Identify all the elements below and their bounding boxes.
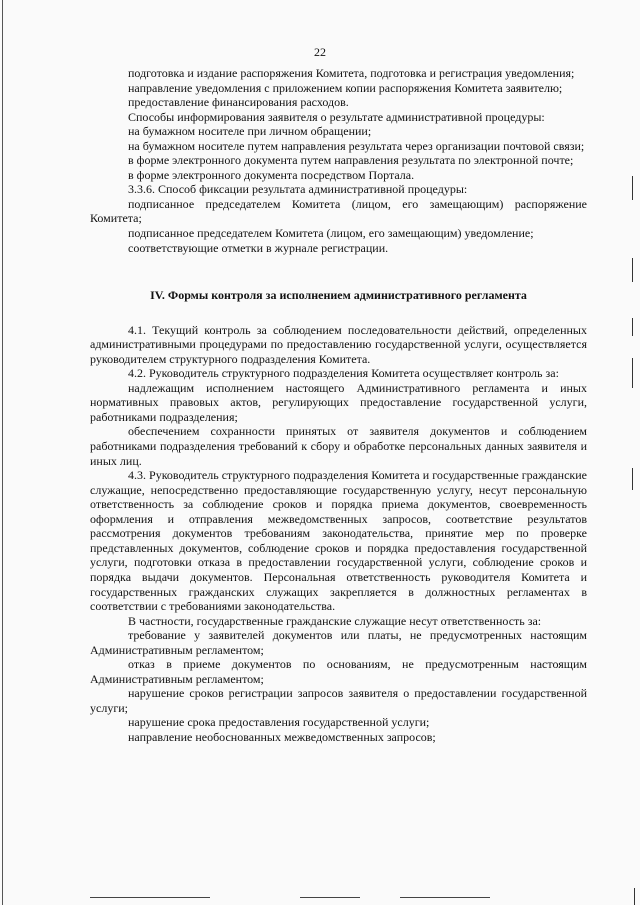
section-heading: IV. Формы контроля за исполнением административного регламента <box>150 288 527 303</box>
paragraph: на бумажном носителе при личном обращении; <box>128 124 372 139</box>
scan-edge-line <box>632 176 633 200</box>
paragraph: в форме электронного документа путем направления результата по электронной почте; <box>128 153 574 168</box>
paragraph: подготовка и издание распоряжения Комитета, подготовка и регистрация уведомления; <box>128 66 575 80</box>
scan-edge-line <box>632 468 633 490</box>
paragraph: Способы информирования заявителя о результате административной процедуры: <box>128 109 545 124</box>
paragraph: нарушение срока предоставления государственной услуги; <box>128 715 430 730</box>
paragraph: предоставление финансирования расходов. <box>128 95 349 110</box>
paragraph: 4.2. Руководитель структурного подразделения Комитета осуществляет контроль за: <box>128 366 559 381</box>
scan-bottom-line <box>90 897 210 898</box>
document-body <box>90 66 587 745</box>
paragraph: направление уведомления с приложением копии распоряжения Комитета заявителю; <box>128 80 563 95</box>
paragraph: в форме электронного документа посредством Портала. <box>128 167 415 182</box>
scan-bottom-line <box>300 897 360 898</box>
paragraph: соответствующие отметки в журнале регистрации. <box>128 240 389 255</box>
scan-edge-line <box>632 258 633 282</box>
paragraph: нарушение сроков регистрации запросов заявителя о предоставлении государственной услуги; <box>90 686 587 715</box>
paragraph: В частности, государственные гражданские служащие несут ответственность за: <box>128 613 542 628</box>
scan-edge-line <box>632 318 633 336</box>
paragraph: на бумажном носителе путем направления результата через организации почтовой связи; <box>128 138 585 153</box>
scan-bottom-line <box>400 897 490 898</box>
paragraph: 4.1. Текущий контроль за соблюдением последовательности действий, определенных административными процедурами по предоставлению государственной услуги, осуществляется руководителем структурного подразделения Комитета. <box>90 322 587 366</box>
paragraph: 3.3.6. Способ фиксации результата административной процедуры: <box>128 182 468 197</box>
page-number: 22 <box>314 45 326 59</box>
paragraph: обеспечением сохранности принятых от заявителя документов и соблюдением работниками подразделения требований к сбору и обработке персональных данных заявителя и иных лиц. <box>90 424 587 468</box>
paragraph: отказ в приеме документов по основаниям, не предусмотренным настоящим Административным регламентом; <box>90 657 587 686</box>
scan-edge-line <box>634 888 635 905</box>
scan-edge-line <box>2 0 3 905</box>
paragraph: 4.3. Руководитель структурного подразделения Комитета и государственные гражданские служащие, непосредственно предоставляющие государственную услугу, несут персональную ответственность за соблюдение сроков и порядка приема документов, своевременность оформления и отправления межведомственных запросов, соответствие результатов рассмотрения документов требованиям законодательства, принятие мер по проверке представленных документов, соблюдение сроков и порядка предоставления государственной услуги, подготовки отказа в предоставлении государственной услуги, соблюдение сроков и порядка выдачи документов. Персональная ответственность руководителя Комитета и государственных гражданских служащих закрепляется в должностных регламентах в соответствии с требованиями законодательства. <box>90 468 587 614</box>
paragraph: надлежащим исполнением настоящего Административного регламента и иных нормативных правовых актов, регулирующих предоставление государственной услуги, работниками подразделения; <box>90 380 587 424</box>
paragraph: направление необоснованных межведомственных запросов; <box>128 729 436 744</box>
scan-edge-line <box>632 358 633 388</box>
paragraph: требование у заявителей документов или платы, не предусмотренных настоящим Административным регламентом; <box>90 628 587 657</box>
paragraph: подписанное председателем Комитета (лицом, его замещающим) уведомление; <box>128 226 534 241</box>
paragraph: подписанное председателем Комитета (лицом, его замещающим) распоряжение Комитета; <box>90 196 587 226</box>
